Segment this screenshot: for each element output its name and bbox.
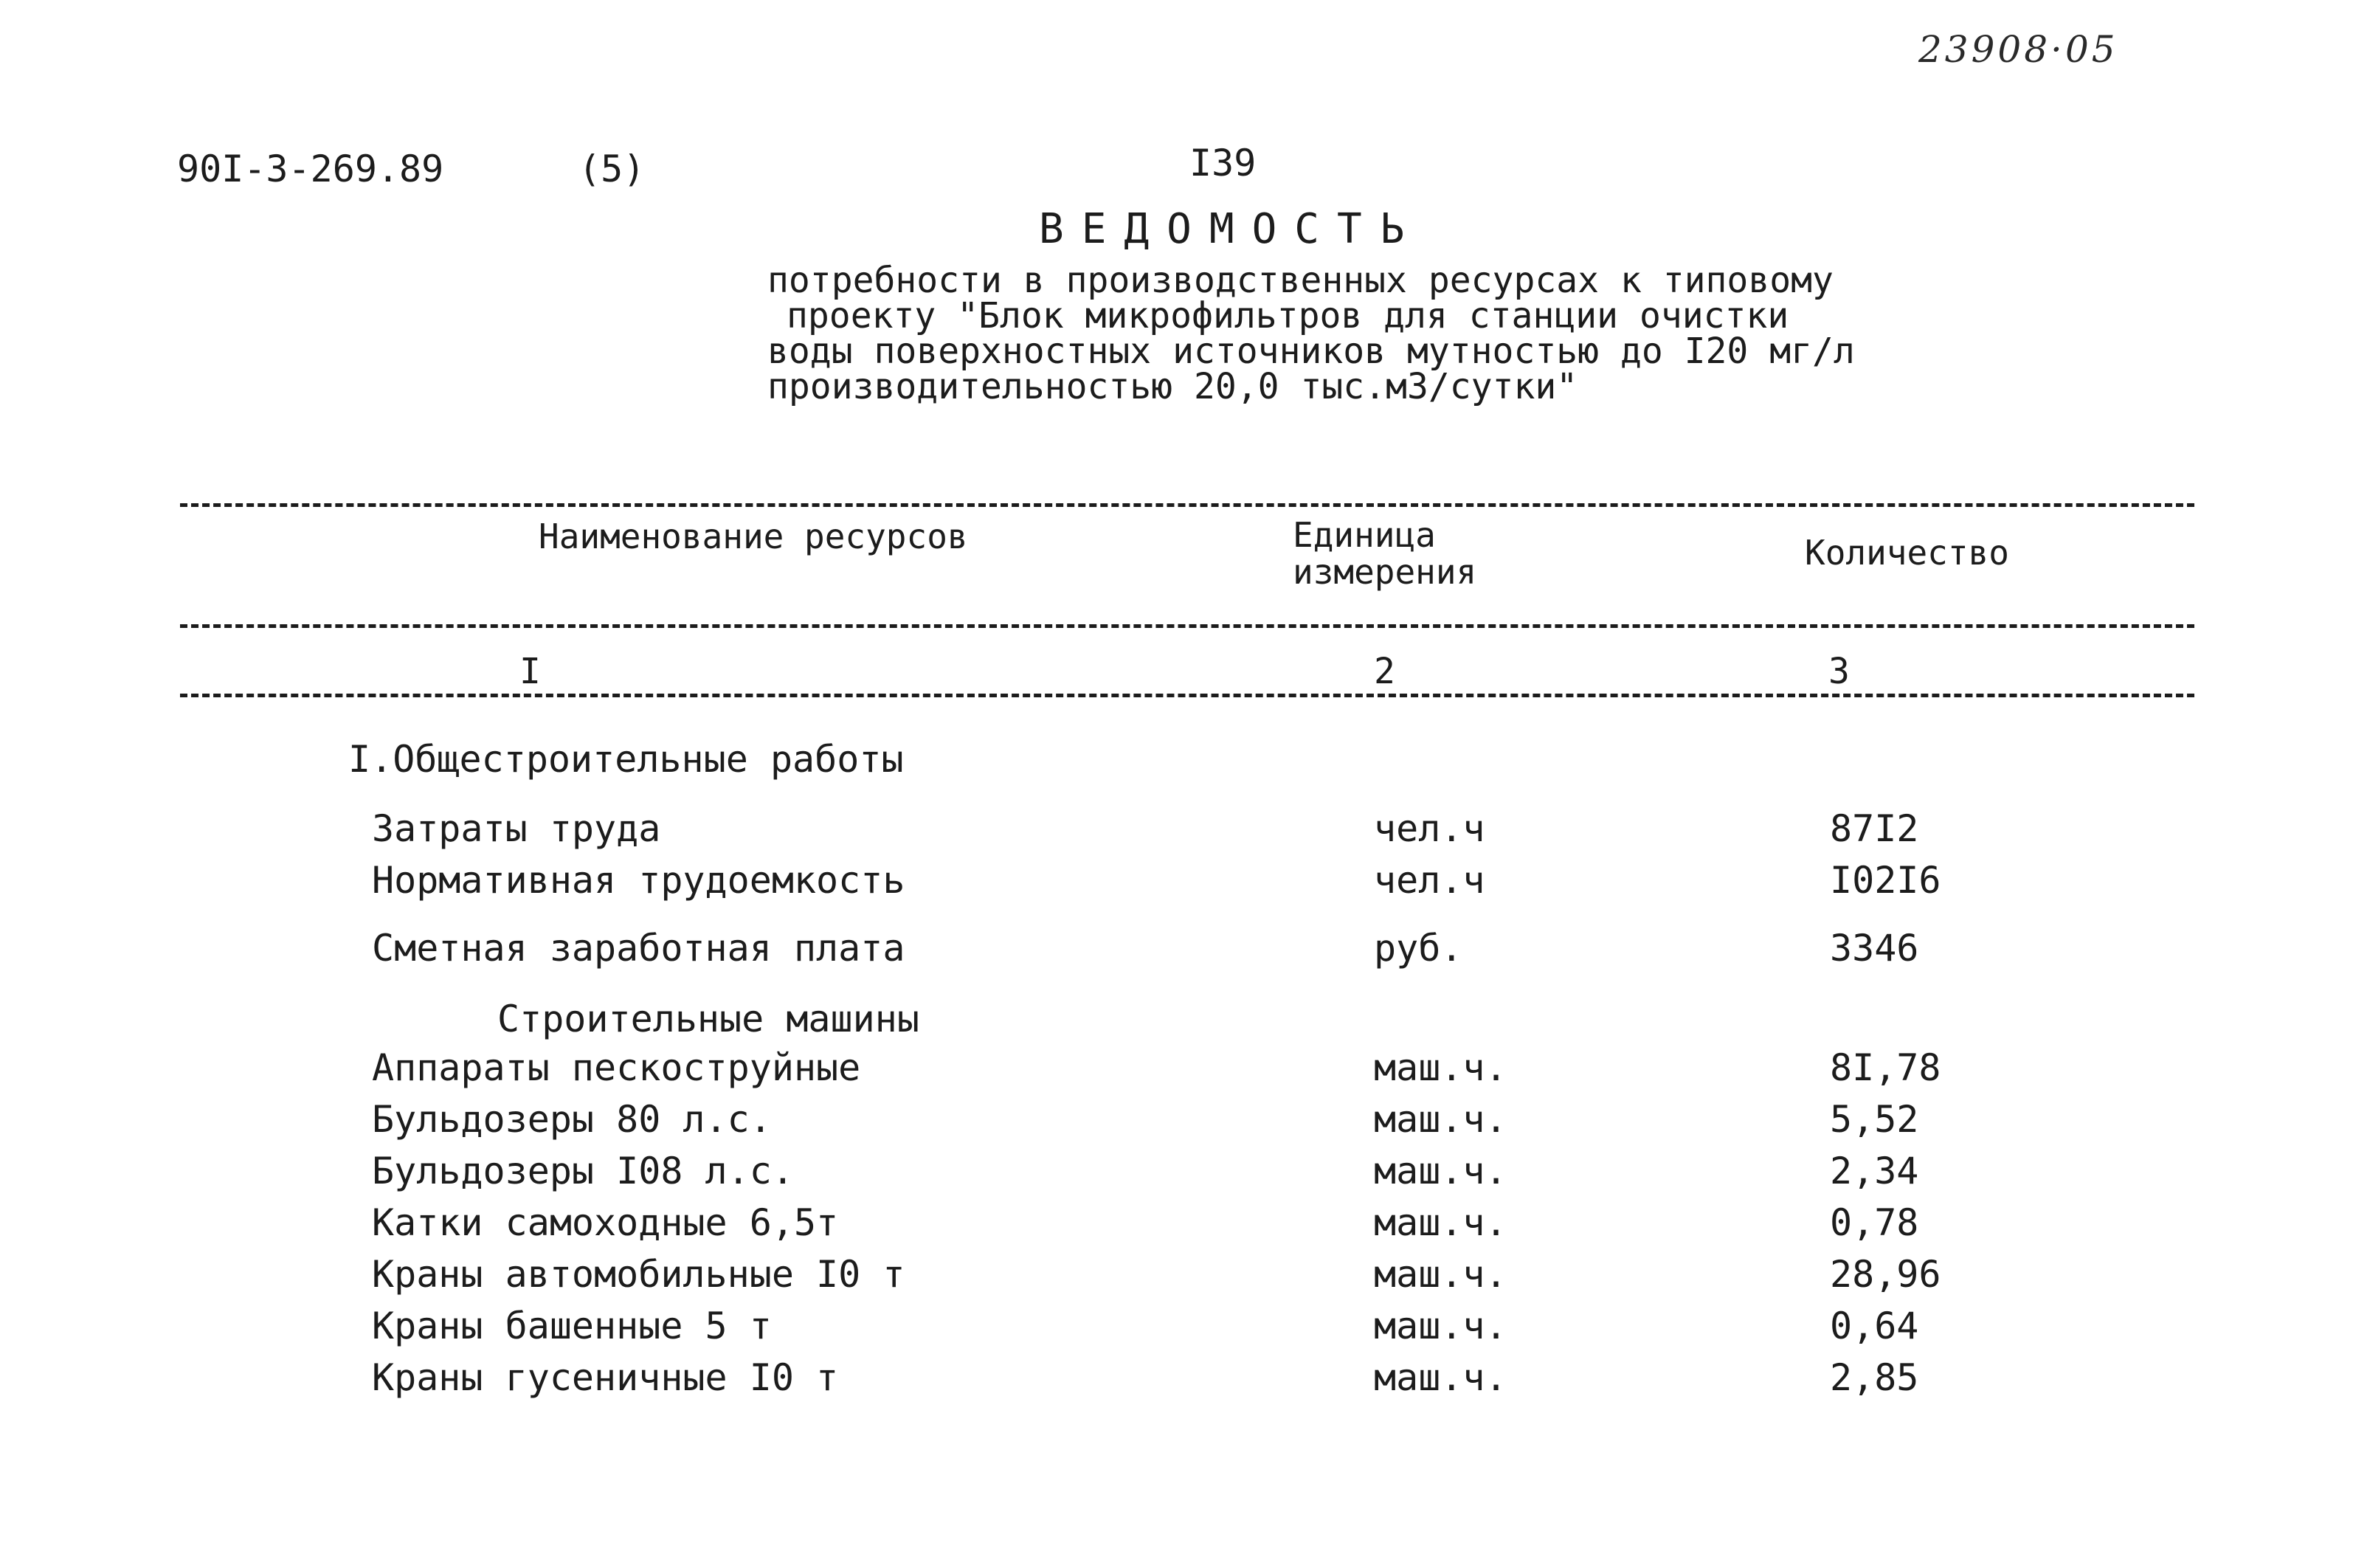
resource-unit: чел.ч	[1374, 807, 1485, 850]
document-code: 90I-3-269.89	[177, 148, 444, 190]
resource-name: Бульдозеры 80 л.с.	[372, 1098, 772, 1141]
resource-unit: маш.ч.	[1374, 1098, 1507, 1141]
table-row	[0, 1201, 2353, 1246]
resource-quantity: 28,96	[1830, 1253, 1941, 1296]
table-top-rule	[180, 503, 2194, 507]
resource-name: Краны башенные 5 т	[372, 1305, 772, 1347]
column-header-unit	[1293, 517, 1476, 590]
resource-name: Краны автомобильные I0 т	[372, 1253, 905, 1296]
column-number-2: 2	[1374, 651, 1395, 692]
subtitle-line: потребности в производственных ресурсах к типовому	[767, 260, 1834, 301]
resource-name: Бульдозеры I08 л.с.	[372, 1150, 794, 1192]
resource-quantity: 0,64	[1830, 1305, 1919, 1347]
column-number-1: I	[519, 651, 541, 692]
resource-unit: руб.	[1374, 927, 1463, 970]
resource-unit: маш.ч.	[1374, 1201, 1507, 1244]
resource-unit: маш.ч.	[1374, 1046, 1507, 1089]
table-row	[0, 1150, 2353, 1194]
handwritten-number: 23908·05	[1918, 28, 2118, 71]
resource-name: Нормативная трудоемкость	[372, 859, 905, 902]
resource-name: Аппараты пескоструйные	[372, 1046, 861, 1089]
document-title: ВЕДОМОСТЬ	[1039, 205, 1423, 253]
table-row	[0, 1356, 2353, 1401]
resource-name: Затраты труда	[372, 807, 661, 850]
header-bottom-rule	[180, 624, 2194, 628]
column-header-name: Наименование ресурсов	[539, 517, 968, 556]
resource-quantity: 2,34	[1830, 1150, 1919, 1192]
table-row	[0, 1098, 2353, 1142]
resource-quantity: 8I,78	[1830, 1046, 1941, 1089]
resource-unit: маш.ч.	[1374, 1150, 1507, 1192]
page-number: I39	[1189, 142, 1257, 184]
resource-quantity: 3346	[1830, 927, 1919, 970]
table-row	[0, 807, 2353, 852]
table-row	[0, 1253, 2353, 1297]
document-subtitle	[767, 260, 1855, 407]
resource-unit: маш.ч.	[1374, 1253, 1507, 1296]
column-header-unit-line2: измерения	[1293, 552, 1477, 592]
resource-name: Катки самоходные 6,5т	[372, 1201, 839, 1244]
resource-quantity: 2,85	[1830, 1356, 1919, 1399]
table-row	[0, 1046, 2353, 1091]
table-row	[0, 927, 2353, 971]
resource-unit: маш.ч.	[1374, 1356, 1507, 1399]
section-title: I.Общестроительные работы	[348, 738, 904, 781]
resource-name: Краны гусеничные I0 т	[372, 1356, 839, 1399]
resource-quantity: 87I2	[1830, 807, 1919, 850]
column-header-unit-line1: Единица	[1293, 515, 1436, 555]
table-row	[0, 1305, 2353, 1349]
resource-quantity: 0,78	[1830, 1201, 1919, 1244]
column-number-3: 3	[1828, 651, 1850, 692]
subsection-heading: Строительные машины	[497, 998, 919, 1040]
resource-quantity: I02I6	[1830, 859, 1941, 902]
sheet-label: (5)	[578, 148, 646, 190]
resource-unit: чел.ч	[1374, 859, 1485, 902]
subtitle-line: проекту "Блок микрофильтров для станции очистки	[787, 295, 1789, 336]
subtitle-line: воды поверхностных источников мутностью до I20 мг/л	[767, 331, 1855, 372]
resource-name: Сметная заработная плата	[372, 927, 905, 970]
subtitle-line: производительностью 20,0 тыс.м3/сутки"	[767, 366, 1578, 407]
table-row	[0, 859, 2353, 903]
column-header-quantity: Количество	[1805, 533, 2009, 573]
resource-unit: маш.ч.	[1374, 1305, 1507, 1347]
column-numbers-rule	[180, 694, 2194, 697]
resource-quantity: 5,52	[1830, 1098, 1919, 1141]
